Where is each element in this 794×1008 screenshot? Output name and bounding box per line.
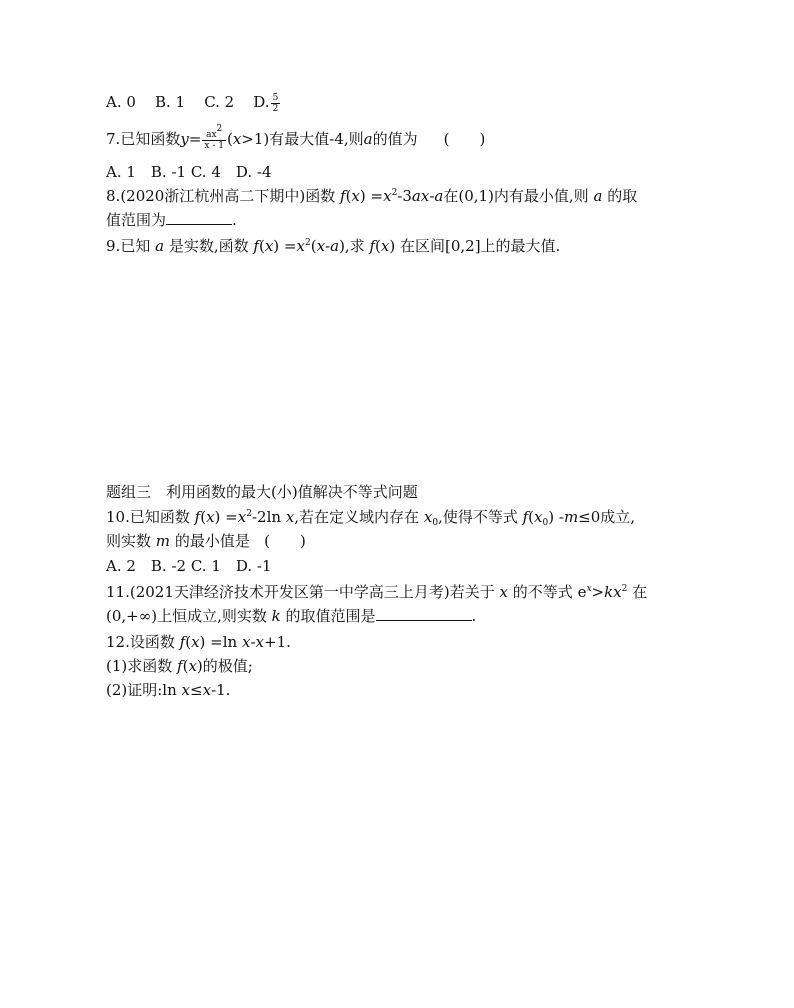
math-sub: 0 xyxy=(432,518,439,528)
q6-option-b: B. 1 xyxy=(155,93,186,111)
q9-number: 9. xyxy=(106,237,121,255)
math-var: x xyxy=(285,508,295,526)
math-var: m xyxy=(155,532,171,550)
q7-text: 的值为 xyxy=(372,130,418,148)
q9-text: 是实数,函数 xyxy=(168,237,249,255)
q7-text: 有最大值-4,则 xyxy=(269,130,364,148)
q11-answer-blank[interactable] xyxy=(376,606,472,621)
fraction-denominator: x - 1 xyxy=(204,141,224,151)
numerator-sup: 2 xyxy=(216,124,223,134)
q7-stem xyxy=(106,124,486,151)
q9-stem: 9.已知 a 是实数,函数 $f(x) =x^2(x-a)$,求 f(x) 在区间[0,2]上的最大值. xyxy=(106,237,561,255)
q12-text: (2)证明:ln xyxy=(106,681,177,699)
math-op: - xyxy=(250,633,256,651)
math-var: x xyxy=(423,508,433,526)
math-sup: 2 xyxy=(391,188,398,198)
q11-text: 的取值范围是 xyxy=(285,607,376,625)
math-var: x xyxy=(296,237,305,255)
q10-number: 10. xyxy=(106,508,130,526)
q11-text: 的不等式 e xyxy=(512,583,587,601)
math-var: x xyxy=(351,187,360,205)
math-var: x xyxy=(206,508,215,526)
math-var: a xyxy=(434,187,444,205)
math-var: x xyxy=(613,583,622,601)
math-cond: >1) xyxy=(241,130,270,148)
math-var: x xyxy=(237,508,247,526)
q7-fraction xyxy=(202,124,226,151)
math-op: ≤ xyxy=(190,681,203,699)
q9-text: 求 xyxy=(349,237,365,255)
math-var: x xyxy=(383,187,392,205)
q12-part1: (1)求函数 f(x)的极值; xyxy=(106,657,253,675)
math-var: x xyxy=(191,633,200,651)
q8-end: . xyxy=(232,211,237,229)
q10-answer-paren: ( ) xyxy=(264,532,306,550)
q7-text: 已知函数 xyxy=(120,130,181,148)
math-var: f xyxy=(340,187,346,205)
math-sup: 2 xyxy=(246,509,252,519)
math-var: x xyxy=(316,237,326,255)
q11-text: (0,+∞)上恒成立,则实数 xyxy=(106,607,267,625)
math-var: y xyxy=(180,130,189,148)
q8-stem: 8.(2020浙江杭州高二下期中)函数 $f(x) =x^2-3ax-a$在(0,1)内有最小值,则 a 的取 xyxy=(106,187,638,205)
q12-text: 设函数 xyxy=(129,633,175,651)
q10-text: 则实数 xyxy=(106,532,152,550)
q6-option-a: A. 0 xyxy=(106,93,136,111)
math-eq: = xyxy=(188,130,202,148)
q6-options xyxy=(106,92,281,112)
math-sup: 2 xyxy=(621,584,628,594)
q10-options: A. 2 B. -2 C. 1 D. -1 xyxy=(106,557,272,575)
q11-end: . xyxy=(471,607,477,625)
math-var: x xyxy=(255,633,264,651)
math-eq: = xyxy=(225,508,238,526)
math-var: x xyxy=(534,508,543,526)
q12-text: (1)求函数 xyxy=(106,657,173,675)
q11-text: 若关于 xyxy=(449,583,495,601)
math-op: -3 xyxy=(397,187,412,205)
q10-text: 的最小值是 xyxy=(174,532,250,550)
q10-text: -2ln xyxy=(251,508,282,526)
math-eq: = xyxy=(283,237,297,255)
group3-heading: 题组三 利用函数的最大(小)值解决不等式问题 xyxy=(106,483,418,501)
q11-number: 11. xyxy=(106,583,130,601)
math-var: x xyxy=(202,681,212,699)
q11-stem xyxy=(106,582,647,602)
q11-source: (2021天津经济技术开发区第一中学高三上月考) xyxy=(129,583,450,601)
numerator-text: ax xyxy=(206,130,217,140)
math-var: a xyxy=(330,237,340,255)
math-var: x xyxy=(241,633,251,651)
q10-stem: 10.已知函数 $f(x) =x^2-2\ln$ x,若在定义域内存在 $x_0$,使得不等式 $f(x_0)$ -m≤0成立, xyxy=(106,508,636,528)
math-eq: = xyxy=(370,187,384,205)
q8-number: 8. xyxy=(106,187,121,205)
q8-text: 值范围为 xyxy=(106,211,167,229)
q11-line2 xyxy=(106,606,476,626)
q8-answer-blank[interactable] xyxy=(166,210,232,225)
math-op: > xyxy=(591,583,605,601)
q10-text: 已知函数 xyxy=(129,508,190,526)
math-op: - xyxy=(429,187,435,205)
math-paren: ( xyxy=(226,130,233,148)
math-paren: ), xyxy=(339,237,350,255)
math-var: x xyxy=(264,237,274,255)
math-var: f xyxy=(194,508,201,526)
math-var: f xyxy=(522,508,529,526)
math-sup: 2 xyxy=(304,238,311,248)
q10-line2 xyxy=(106,531,306,551)
q7-number: 7. xyxy=(106,130,121,148)
math-var: f xyxy=(177,657,183,675)
math-var: a xyxy=(593,187,603,205)
q8-source: (2020浙江杭州高二下期中) xyxy=(120,187,306,205)
q11-text: 在 xyxy=(632,583,648,601)
math-var: k xyxy=(271,607,281,625)
q8-text: 的取 xyxy=(607,187,638,205)
q12-text: 的极值; xyxy=(202,657,253,675)
math-var: a xyxy=(155,237,165,255)
math-op: - xyxy=(325,237,331,255)
math-var: x xyxy=(188,657,197,675)
q12-part2 xyxy=(106,680,230,700)
fraction-denominator: 2 xyxy=(272,103,279,114)
q12-text: +1. xyxy=(264,633,291,651)
fraction-numerator: 5 xyxy=(272,92,279,103)
q9-text: 在区间[0,2]上的最大值. xyxy=(400,237,561,255)
math-var: x xyxy=(499,583,509,601)
q10-text: ,使得不等式 xyxy=(438,508,518,526)
math-var: x xyxy=(181,681,191,699)
q12-number: 12. xyxy=(106,633,130,651)
math-eq: =ln xyxy=(210,633,238,651)
q8-text: 在(0,1)内有最小值,则 xyxy=(443,187,589,205)
q10-text: ,若在定义域内存在 xyxy=(294,508,420,526)
math-var: x xyxy=(232,130,242,148)
math-sub: 0 xyxy=(542,518,549,528)
math-var: f xyxy=(369,237,376,255)
math-var: x xyxy=(380,237,390,255)
q6-option-d-prefix: D. xyxy=(253,93,270,111)
q6-option-c: C. 2 xyxy=(204,93,235,111)
q8-text: 函数 xyxy=(305,187,336,205)
q9-text: 已知 xyxy=(120,237,151,255)
q12-text: -1. xyxy=(211,681,231,699)
math-var: a xyxy=(363,130,373,148)
q8-line2 xyxy=(106,210,237,230)
q12-stem: 12.设函数 f(x) =ln x-x+1. xyxy=(106,633,291,651)
math-var: f xyxy=(253,237,259,255)
math-op: - xyxy=(558,508,564,526)
math-paren: ( xyxy=(310,237,317,255)
fraction-numerator xyxy=(202,124,226,141)
q10-text: ≤0成立, xyxy=(578,508,636,526)
math-var: f xyxy=(179,633,186,651)
q7-options: A. 1 B. -1 C. 4 D. -4 xyxy=(106,163,272,181)
math-var: m xyxy=(563,508,579,526)
math-sup: x xyxy=(586,584,592,594)
math-var: ax xyxy=(411,187,430,205)
math-var: k xyxy=(604,583,614,601)
q6-option-d-fraction xyxy=(271,93,281,114)
q7-answer-paren: ( ) xyxy=(443,130,486,148)
